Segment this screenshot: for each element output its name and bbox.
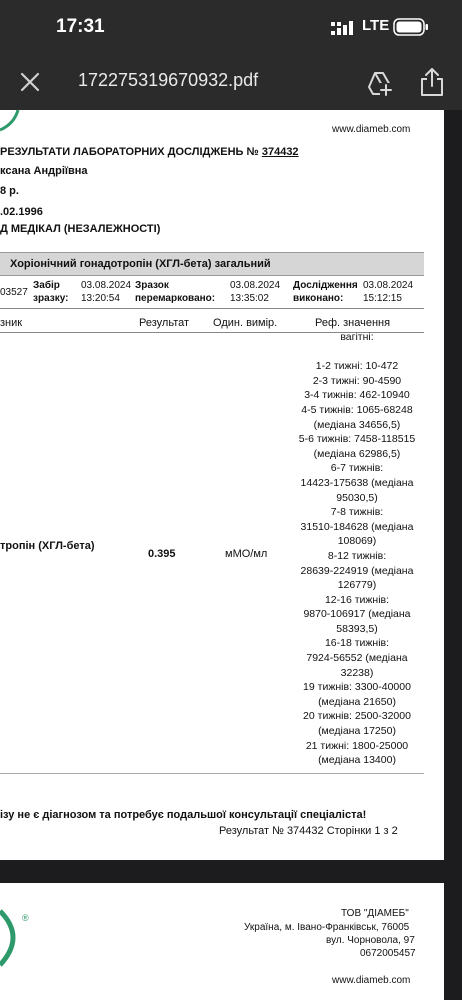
pdf-viewer-toolbar	[0, 56, 462, 110]
reference-line: 108069)	[337, 535, 377, 548]
add-to-drive-icon[interactable]	[366, 69, 394, 97]
birth-date: .02.1996	[0, 206, 43, 218]
reference-line: (медіана 13400)	[318, 754, 396, 767]
disclaimer: ізу не є діагнозом та потребує подальшої консультації спеціаліста!	[0, 809, 367, 821]
network-type: LTE	[362, 17, 390, 34]
remark-label: Зразок	[135, 280, 169, 291]
reference-line: (медіана 17250)	[318, 725, 396, 738]
pdf-page-1	[0, 110, 444, 860]
page-footer: Результат № 374432 Сторінки 1 з 2	[219, 825, 398, 837]
reference-line: 14423-175638 (медіана	[300, 476, 414, 489]
done-time: 15:12:15	[363, 293, 402, 304]
status-time: 17:31	[56, 16, 105, 37]
file-name: 17227531967093​2.pdf	[78, 70, 259, 90]
share-icon[interactable]	[419, 67, 445, 97]
done-label-2: виконано:	[293, 293, 344, 304]
reference-line: 21 тижні: 1800-25000	[305, 739, 409, 752]
reference-line: 9870-106917 (медіана	[303, 608, 411, 621]
col-result: Результат	[139, 317, 190, 329]
reference-line: 12-16 тижнів:	[324, 593, 390, 606]
indicator-name: тропін (ХГЛ-бета)	[0, 540, 95, 552]
close-icon[interactable]	[18, 70, 42, 94]
reference-line: вагітні:	[340, 331, 374, 343]
sample-label-2: зразку:	[33, 293, 69, 304]
done-date: 03.08.2024	[363, 280, 414, 291]
patient-name: ксана Андріївна	[0, 165, 88, 177]
sample-label: Забір	[33, 280, 60, 291]
logo-fragment	[0, 110, 22, 134]
divider	[0, 773, 424, 774]
reference-line: 58393,5)	[336, 622, 378, 635]
company-address-2: вул. Чорновола, 97	[326, 935, 415, 946]
sample-date: 03.08.2024	[81, 280, 132, 291]
reference-line: 7924-56552 (медіана	[306, 652, 408, 665]
reference-line: 19 тижнів: 3300-40000	[303, 681, 411, 694]
sample-time: 13:20:54	[81, 293, 120, 304]
reference-line: 2-3 тижні: 90-4590	[312, 374, 402, 387]
reference-line: 4-5 тижнів: 1065-68248	[301, 403, 413, 416]
remark-date: 03.08.2024	[230, 280, 281, 291]
reference-line	[290, 345, 424, 360]
reference-line: 20 тижнів: 2500-32000	[303, 710, 411, 723]
reference-line: (медіана 62986,5)	[313, 447, 401, 460]
done-label: Дослідження	[293, 280, 358, 291]
reference-values	[290, 330, 424, 768]
reference-line: (медіана 34656,5)	[313, 418, 401, 431]
results-title: РЕЗУЛЬТАТИ ЛАБОРАТОРНИХ ДОСЛІДЖЕНЬ № 374432	[0, 146, 299, 158]
company-phone: 0672005457	[360, 948, 416, 959]
company-address-1: Україна, м. Івано-Франківськ, 76005	[244, 922, 410, 933]
company-name: ТОВ "ДІАМЕБ"	[341, 908, 409, 919]
reference-line: 16-18 тижнів:	[324, 637, 390, 650]
registered-mark: ®	[22, 913, 29, 923]
reference-line: 126779)	[337, 579, 377, 592]
col-indicator: зник	[0, 317, 23, 329]
reference-line: 7-8 тижнів:	[330, 506, 384, 519]
remark-time: 13:35:02	[230, 293, 269, 304]
battery-icon	[393, 18, 429, 36]
result-value: 0.395	[148, 548, 176, 560]
patient-age: 8 р.	[0, 185, 19, 197]
col-unit: Один. вимір.	[213, 317, 278, 329]
status-bar	[0, 0, 462, 56]
reference-line: 3-4 тижнів: 462-10940	[304, 389, 410, 402]
results-number: 374432	[261, 146, 299, 158]
divider	[0, 308, 424, 309]
reference-line: 31510-184628 (медіана	[300, 520, 414, 533]
reference-line: 28639-224919 (медіана	[300, 564, 414, 577]
signal-icon	[331, 21, 355, 35]
reference-line: 32238)	[340, 666, 374, 679]
website: www.diameb.com	[332, 124, 411, 135]
result-unit: мМО/мл	[225, 548, 268, 560]
section-header	[0, 252, 424, 276]
reference-line: (медіана 21650)	[318, 695, 396, 708]
website: www.diameb.com	[332, 975, 411, 986]
section-title: Хоріонічний гонадотропін (ХГЛ-бета) загальний	[10, 258, 271, 270]
reference-line: 1-2 тижні: 10-472	[315, 360, 399, 373]
col-reference: Реф. значення	[315, 317, 391, 329]
reference-line: 6-7 тижнів:	[330, 462, 384, 475]
clinic: Д МЕДІКАЛ (НЕЗАЛЕЖНОСТІ)	[0, 223, 161, 235]
pdf-page-2	[0, 883, 444, 1000]
reference-line: 8-12 тижнів:	[327, 549, 387, 562]
meta-code: 03527	[0, 287, 28, 298]
reference-line: 5-6 тижнів: 7458-118515	[298, 433, 416, 446]
reference-line: 95030,5)	[336, 491, 378, 504]
remark-label-2: перемарковано:	[135, 293, 216, 304]
